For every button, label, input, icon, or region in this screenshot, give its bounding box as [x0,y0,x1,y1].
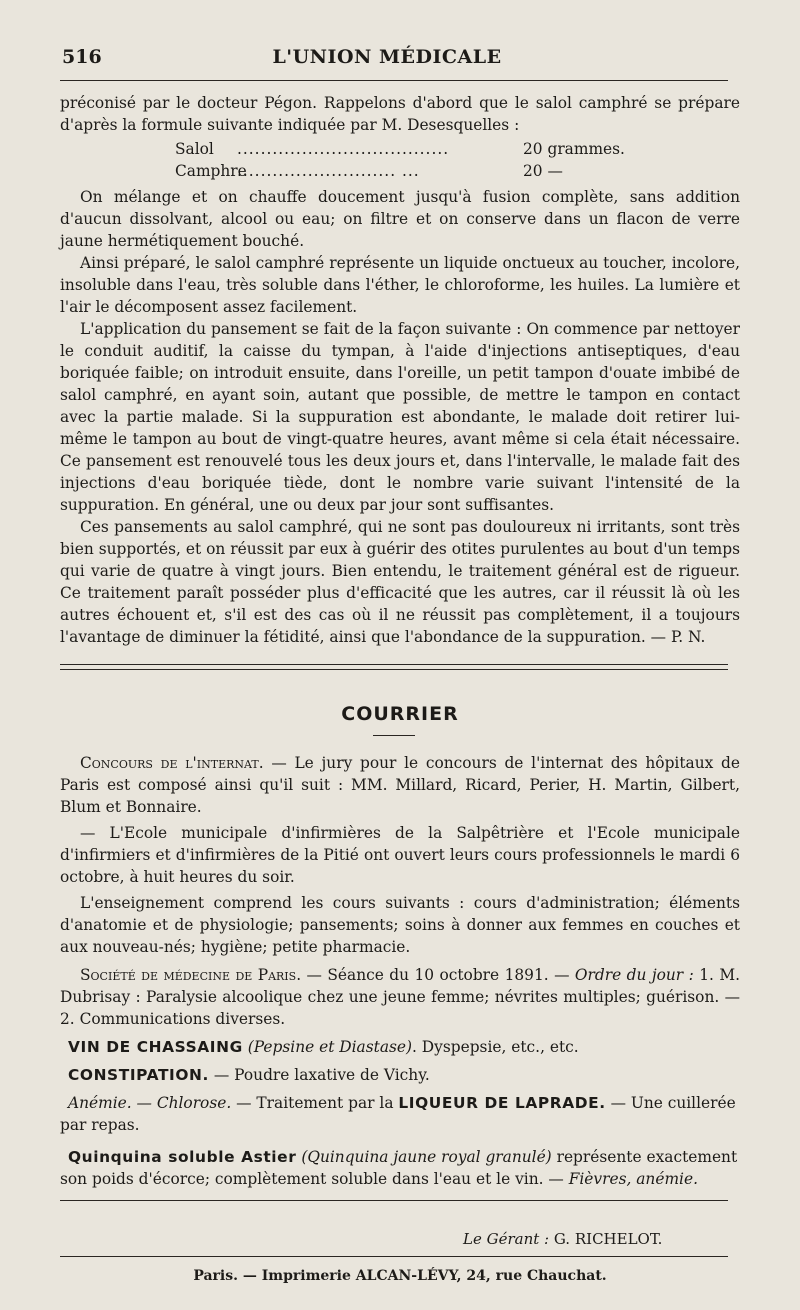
page-header [62,46,712,76]
news-text: 1. M. Dubrisay : Paralysie alcoolique chez une jeune femme; névrites multiples; guérison. — 2. Communications diverses. [60,966,741,1028]
ad-text: — Une cuillerée par repas. [60,1094,736,1134]
page-number: 516 [62,46,102,68]
article-paragraph: On mélange et on chauffe doucement jusqu'à fusion complète, sans addition d'aucun dissolvant, alcool ou eau; on filtre et on conserve dans un flacon de verre jaune hermétiquement bouché. [60,188,740,250]
formula-quantity: 20 grammes. [523,140,625,158]
gerant-label: Le Gérant : [463,1230,550,1248]
ad-brand: LIQUEUR DE LAPRADE. [398,1094,606,1112]
ad-constipation [60,1064,740,1086]
formula-row [175,160,675,182]
ad-italic: Fièvres, anémie. [568,1170,698,1188]
courrier-body [60,752,740,1030]
journal-title: L'UNION MÉDICALE [272,46,502,68]
news-text: — Le jury pour le concours de l'internat des hôpitaux de Paris est composé ainsi qu'il suit : MM. Millard, Ricard, Perier, H. Martin, Gilbert, Blum et Bonnaire. [60,754,740,816]
formula-ingredient: Salol [175,140,214,158]
article-paragraph: préconisé par le docteur Pégon. Rappelons d'abord que le salol camphré se prépare d'après la formule suivante indiquée par M. Desesquelles : [60,94,740,134]
ad-anemie [60,1092,740,1136]
ads-block [60,1036,740,1190]
gerant-signature [463,1230,662,1248]
formula-table [60,138,740,182]
ad-quinquina [60,1146,740,1190]
title-rule [373,735,415,736]
ad-text: — Poudre laxative de Vichy. [209,1066,430,1084]
ad-italic: (Quinquina jaune royal granulé) [301,1148,552,1166]
news-italic: Ordre du jour : [574,966,694,984]
ad-italic: (Pepsine et Diastase) [247,1038,413,1056]
news-label: Société de médecine de Paris. [80,966,302,984]
article-paragraph: Ainsi préparé, le salol camphré représente un liquide onctueux au toucher, incolore, insoluble dans l'eau, très soluble dans l'éther, le chloroforme, les huiles. La lumière et l'air le décomposent assez facilement. [60,254,740,316]
article-body [60,92,740,648]
gerant-name: G. RICHELOT. [549,1230,663,1248]
news-item-enseignement: L'enseignement comprend les cours suivants : cours d'administration; éléments d'anatomie et de physiologie; pansements; soins à donner aux femmes en couches et aux nouveau-nés; hygiène; petite pharmacie. [60,894,740,956]
formula-ingredient: Camphre [175,162,247,180]
footer-rule [60,1200,728,1201]
header-rule [60,80,728,81]
ad-brand: VIN DE CHASSAING [68,1038,243,1056]
ad-brand: Quinquina soluble Astier [68,1148,297,1166]
article-paragraph: Ces pansements au salol camphré, qui ne sont pas douloureux ni irritants, sont très bien supportés, et on réussit par eux à guérir des otites purulentes au bout d'un temps qui varie de quatre à vingt jours. Bien entendu, le traitement général est de rigueur. Ce traitement paraît posséder plus d'efficacité que les autres, car il réussit là où les autres échouent et, s'il est des cas où il ne réussit pas complètement, il a toujours l'avantage de diminuer la fétidité, ainsi que l'abondance de la suppuration. — P. N. [60,518,740,646]
news-item-societe [60,964,740,1030]
section-double-rule [60,664,728,670]
article-paragraph: L'application du pansement se fait de la façon suivante : On commence par nettoyer le conduit auditif, la caisse du tympan, à l'aide d'injections antiseptiques, d'eau boriquée faible; on introduit ensuite, dans l'oreille, un petit tampon d'ouate imbibé de salol camphré, en ayant soin, autant que possible, de mettre le tampon en contact avec la partie malade. Si la suppuration est abondante, le malade doit retirer lui-même le tampon au bout de vingt-quatre heures, avant même si cela était nécessaire. Ce pansement est renouvelé tous les deux jours et, dans l'intervalle, le malade fait des injections d'eau boriquée tiède, dont le nombre varie suivant l'intensité de la suppuration. En général, une ou deux par jour sont suffisantes. [60,320,740,514]
formula-quantity: 20 — [523,162,563,180]
formula-row [175,138,675,160]
formula-leader: ........................... ... [237,162,420,180]
printer-imprint: Paris. — Imprimerie ALCAN-LÉVY, 24, rue Chauchat. [193,1268,607,1284]
ad-text: — Traitement par la [231,1094,399,1112]
section-title: COURRIER [341,703,459,725]
news-text: — Séance du 10 octobre 1891. — [301,966,575,984]
imprint-rule [60,1256,728,1257]
news-item-concours [60,752,740,818]
ad-text: représente exactement son poids d'écorce; complètement soluble dans l'eau et le vin. — [60,1148,738,1188]
ad-text: . Dyspepsie, etc., etc. [412,1038,579,1056]
news-label: Concours de l'internat. [80,754,264,772]
ad-italic: Anémie. — Chlorose. [68,1094,232,1112]
news-item-ecole: — L'Ecole municipale d'infirmières de la Salpêtrière et l'Ecole municipale d'infirmiers et d'infirmières de la Pitié ont ouvert leurs cours professionnels le mardi 6 octobre, à huit heures du soir. [60,824,740,886]
ad-brand: CONSTIPATION. [68,1066,209,1084]
ad-vin [60,1036,740,1058]
formula-leader: .................................... [237,140,450,158]
